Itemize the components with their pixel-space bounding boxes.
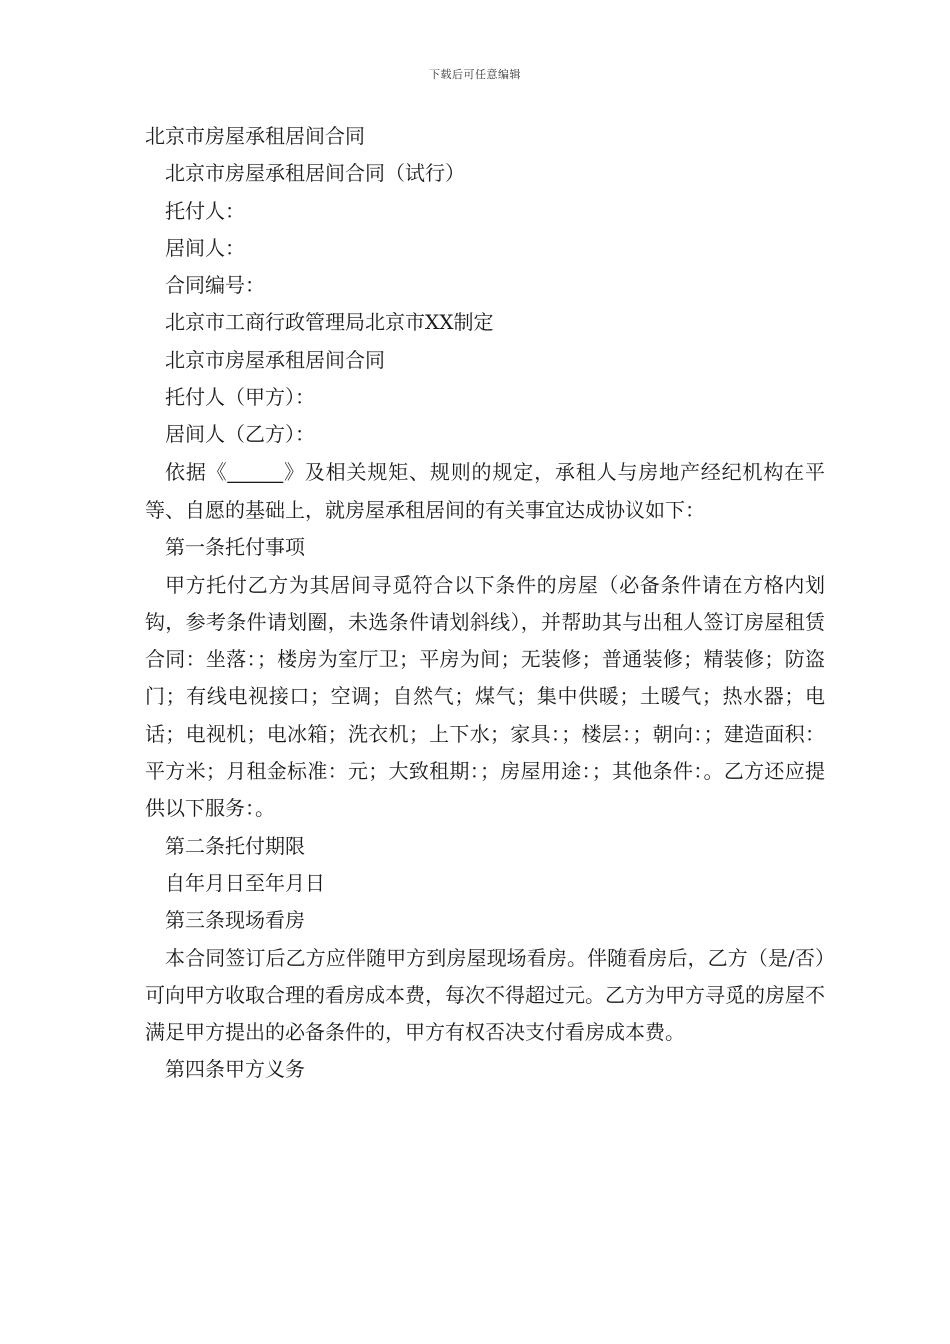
article-3-body: 本合同签订后乙方应伴随甲方到房屋现场看房。伴随看房后，乙方（是/否）可向甲方收取合理的看房成本费，每次不得超过元。乙方为甲方寻觅的房屋不满足甲方提出的必备条件的，甲方有权否决支付看房成本费。 <box>145 945 825 1045</box>
title-repeat: 北京市房屋承租居间合同 <box>165 347 385 372</box>
article-2-heading: 第二条托付期限 <box>165 833 305 858</box>
document-subtitle: 北京市房屋承租居间合同（试行） <box>165 161 465 186</box>
issuer-line: 北京市工商行政管理局北京市XX制定 <box>165 310 494 335</box>
article-4-heading: 第四条甲方义务 <box>165 1057 305 1082</box>
document-body <box>145 118 825 1089</box>
document-title: 北京市房屋承租居间合同 <box>145 124 365 148</box>
preamble-start: 依据《 <box>165 459 228 484</box>
party-a-label: 托付人（甲方）： <box>165 385 315 410</box>
article-2-body: 自年月日至年月日 <box>165 870 325 895</box>
preamble-paragraph <box>145 454 825 530</box>
article-3-heading: 第三条现场看房 <box>165 908 305 933</box>
contract-number-label: 合同编号： <box>165 273 265 298</box>
article-1-body: 甲方托付乙方为其居间寻觅符合以下条件的房屋（必备条件请在方格内划钩，参考条件请划圈，未选条件请划斜线），并帮助其与出租人签订房屋租赁合同：坐落：；楼房为室厅卫；平房为间；无装修；普通装修；精装修；防盗门；有线电视接口；空调；自然气；煤气；集中供暖；土暖气；热水器；电话；电视机；电冰箱；洗衣机；上下水；家具：；楼层：；朝向：；建造面积：平方米；月租金标准：元；大致租期：；房屋用途：；其他条件：。乙方还应提供以下服务：。 <box>145 572 825 821</box>
header-note: 下载后可任意编辑 <box>429 68 521 81</box>
preamble-blank: _____ <box>227 461 284 484</box>
article-1-heading: 第一条托付事项 <box>165 535 305 560</box>
broker-label: 居间人： <box>165 235 245 260</box>
preamble-rest: 》及相关规矩、规则的规定，承租人与房地产经纪机构在平等、自愿的基础上，就房屋承租居间的有关事宜达成协议如下： <box>145 459 826 522</box>
principal-label: 托付人： <box>165 198 245 223</box>
party-b-label: 居间人（乙方）： <box>165 422 315 447</box>
